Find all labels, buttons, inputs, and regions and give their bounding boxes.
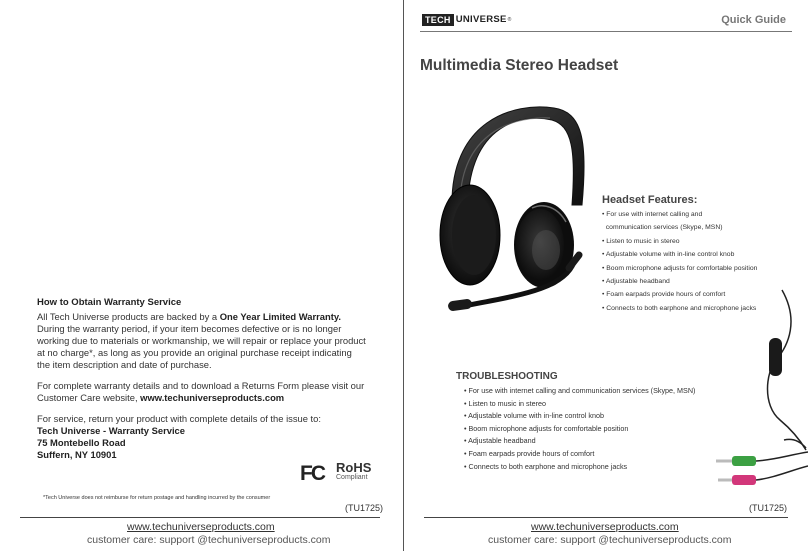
footer-customer-care: customer care: support @techuniverseproducts.com <box>87 534 331 546</box>
address-line-2: 75 Montebello Road <box>37 437 126 448</box>
list-item: communication services (Skype, MSN) <box>602 224 723 232</box>
warranty-p2-text: For complete warranty details and to download a Returns Form please visit our Customer Care website, <box>37 380 365 403</box>
rohs-logo-text: RoHS <box>336 460 372 475</box>
list-item: • Boom microphone adjusts for comfortable position <box>464 423 629 433</box>
warranty-title: How to Obtain Warranty Service <box>37 297 182 308</box>
warranty-p1-text: All Tech Universe products are backed by a <box>37 311 220 322</box>
address-line-3: Suffern, NY 10901 <box>37 449 117 460</box>
compliance-logos <box>300 462 375 486</box>
warranty-website-link[interactable]: www.techuniverseproducts.com <box>140 392 285 403</box>
rohs-compliant-text: Compliant <box>336 474 368 481</box>
warranty-paragraph-1 <box>37 311 367 371</box>
list-item: • Listen to music in stereo <box>602 237 680 245</box>
footer-divider <box>20 517 380 518</box>
list-item: • Adjustable headband <box>602 277 670 285</box>
list-item: • Adjustable volume with in-line control knob <box>602 251 735 259</box>
right-page <box>404 0 808 551</box>
troubleshooting-list <box>464 385 695 473</box>
footer-website-link[interactable]: www.techuniverseproducts.com <box>531 521 679 533</box>
warranty-p3-text: For service, return your product with complete details of the issue to: <box>37 413 321 424</box>
warranty-paragraph-3 <box>37 413 367 425</box>
brand-tech: TECH <box>422 14 454 26</box>
list-item: • Foam earpads provide hours of comfort <box>602 291 726 299</box>
list-item: • For use with internet calling and <box>602 211 703 218</box>
features-title: Headset Features: <box>602 194 698 206</box>
warranty-term: One Year Limited Warranty. <box>219 311 341 322</box>
footer-website-link[interactable]: www.techuniverseproducts.com <box>127 521 275 533</box>
product-title: Multimedia Stereo Headset <box>420 57 619 74</box>
footer-customer-care: customer care: support @techuniverseproducts.com <box>488 534 732 546</box>
list-item: • For use with internet calling and communication services (Skype, MSN) <box>464 386 696 395</box>
address-line-1: Tech Universe - Warranty Service <box>37 425 185 436</box>
warranty-paragraph-2 <box>37 380 367 404</box>
model-code: (TU1725) <box>749 503 788 513</box>
quick-guide-label: Quick Guide <box>721 14 786 26</box>
brand-universe: UNIVERSE <box>455 14 507 25</box>
list-item: • Connects to both earphone and microphone jacks <box>464 461 628 471</box>
list-item: • Foam earpads provide hours of comfort <box>464 448 595 458</box>
troubleshooting-title: TROUBLESHOOTING <box>456 371 558 382</box>
list-item: • Connects to both earphone and microphone jacks <box>602 304 757 312</box>
footnote: *Tech Universe does not reimburse for return postage and handling incurred by the consumer <box>43 495 271 501</box>
model-code: (TU1725) <box>345 503 384 513</box>
list-item: • Listen to music in stereo <box>464 398 547 408</box>
list-item: • Adjustable volume with in-line control knob <box>464 411 604 421</box>
registered-mark: ® <box>507 16 512 23</box>
list-item: • Adjustable headband <box>464 436 536 446</box>
footer-divider <box>424 517 788 518</box>
warranty-address <box>37 425 367 461</box>
fcc-logo: FC <box>300 462 324 485</box>
list-item: • Boom microphone adjusts for comfortable position <box>602 264 758 272</box>
warranty-body <box>37 311 367 461</box>
features-list <box>602 208 757 315</box>
warranty-p1-rest: During the warranty period, if your item becomes defective or is no longer working due to materials or workmanship, we will repair or replace your product at no charge*, as long as you provide an original purchase receipt indicating the item description and date of purchase. <box>37 323 366 370</box>
rohs-logo <box>336 462 371 482</box>
